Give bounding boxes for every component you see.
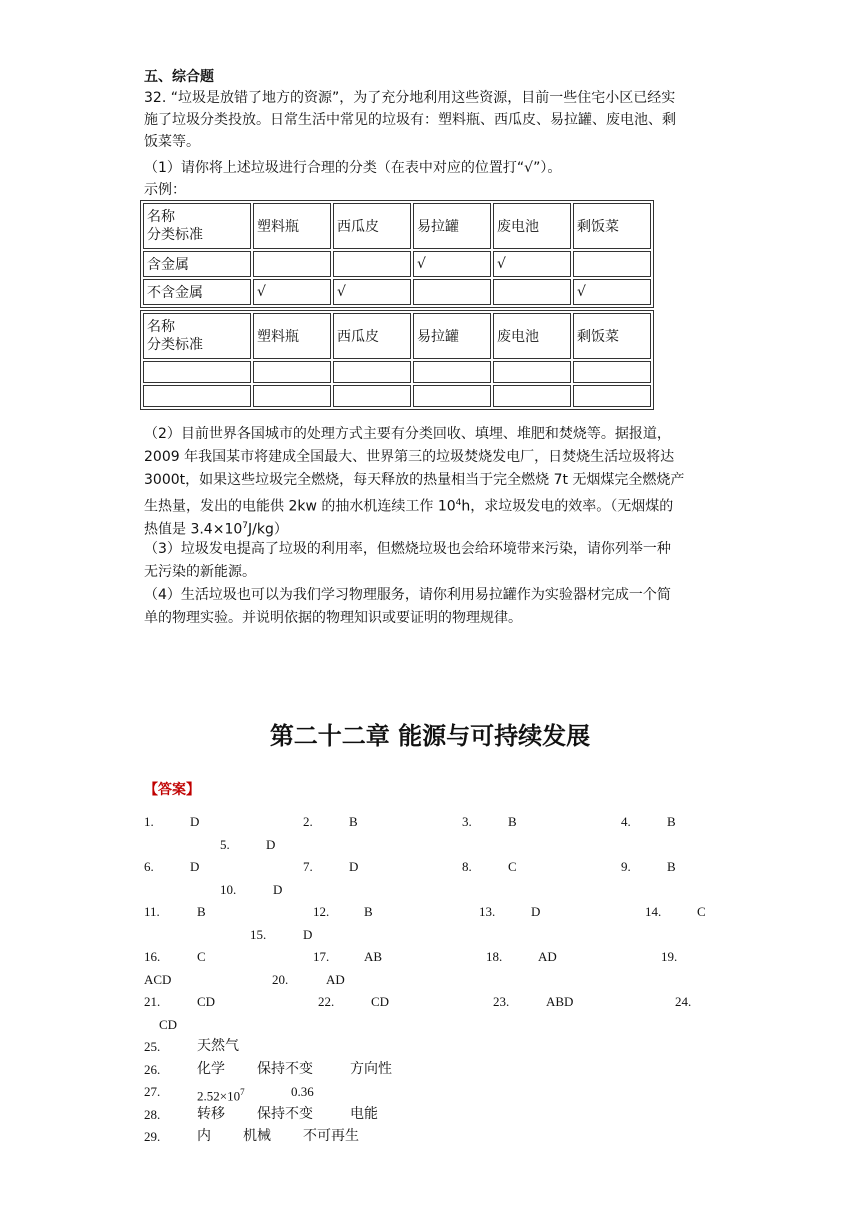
- answer-value: AD: [326, 972, 345, 987]
- table-row: [143, 251, 651, 277]
- answer-number: 17.: [313, 949, 330, 964]
- part3-line-1: （3）垃圾发电提高了垃圾的利用率，但燃烧垃圾也会给环境带来污染，请你列举一种: [144, 541, 671, 557]
- answer-number: 2.: [303, 814, 313, 829]
- row-label: 不含金属: [143, 279, 251, 305]
- header-cell: [143, 313, 251, 359]
- answer-number: 22.: [318, 994, 335, 1009]
- blank-cell: [413, 385, 491, 407]
- answer-number: 6.: [144, 859, 154, 874]
- header-criteria: 分类标准: [147, 227, 203, 243]
- answer-value: CD: [197, 994, 216, 1009]
- question-line-1: 32. “垃圾是放错了地方的资源”，为了充分地利用这些资源，目前一些住宅小区已经实: [144, 90, 676, 106]
- answer-value: D: [531, 904, 541, 919]
- answer-value: 转移: [197, 1107, 225, 1122]
- column-header: 剩饭菜: [573, 313, 651, 359]
- part4-line-2: 单的物理实验。并说明依据的物理知识或要证明的物理规律。: [144, 610, 522, 626]
- answer-value: 不可再生: [303, 1129, 359, 1144]
- column-header: 废电池: [493, 313, 571, 359]
- column-header: 塑料瓶: [253, 313, 331, 359]
- table-cell: √: [573, 279, 651, 305]
- table-cell: √: [413, 251, 491, 277]
- blank-cell: [413, 361, 491, 383]
- table-cell: [253, 251, 331, 277]
- answer-value: 保持不变: [257, 1062, 313, 1077]
- row-label: 含金属: [143, 251, 251, 277]
- part4-line-1: （4）生活垃圾也可以为我们学习物理服务，请你利用易拉罐作为实验器材完成一个简: [144, 587, 671, 603]
- answer-value: AB: [364, 949, 383, 964]
- answer-value: C: [508, 859, 517, 874]
- answer-number: 5.: [220, 837, 230, 852]
- blank-cell: [493, 361, 571, 383]
- column-header: 易拉罐: [413, 203, 491, 249]
- header-name: 名称: [147, 209, 175, 225]
- answer-value: B: [364, 904, 373, 919]
- blank-cell: [253, 361, 331, 383]
- answer-value: D: [190, 859, 200, 874]
- blank-cell: [333, 385, 411, 407]
- answer-value: 天然气: [197, 1039, 239, 1054]
- blank-row: [143, 385, 651, 407]
- answer-value: 电能: [350, 1107, 378, 1122]
- answer-value: D: [303, 927, 313, 942]
- question-line-2: 施了垃圾分类投放。日常生活中常见的垃圾有：塑料瓶、西瓜皮、易拉罐、废电池、剩: [144, 112, 676, 128]
- answer-number: 8.: [462, 859, 472, 874]
- answer-number: 3.: [462, 814, 472, 829]
- answer-value: 方向性: [350, 1062, 392, 1077]
- answer-number: 25.: [144, 1039, 161, 1054]
- answer-value: D: [273, 882, 283, 897]
- answer-value: ACD: [144, 972, 172, 987]
- blank-cell: [143, 385, 251, 407]
- answer-value: B: [197, 904, 206, 919]
- blank-cell: [493, 385, 571, 407]
- answer-table: [140, 310, 654, 410]
- answer-value: C: [697, 904, 706, 919]
- answer-number: 18.: [486, 949, 503, 964]
- answer-value: 内: [197, 1129, 211, 1144]
- column-header: 剩饭菜: [573, 203, 651, 249]
- answer-number: 11.: [144, 904, 160, 919]
- answer-value: D: [266, 837, 276, 852]
- answer-value: 保持不变: [257, 1107, 313, 1122]
- part2-line-2: 2009 年我国某市将建成全国最大、世界第三的垃圾焚烧发电厂，日焚烧生活垃圾将达: [144, 449, 675, 465]
- answer-number: 7.: [303, 859, 313, 874]
- blank-row: [143, 361, 651, 383]
- blank-cell: [573, 385, 651, 407]
- answer-value: B: [508, 814, 517, 829]
- answer-value: D: [190, 814, 200, 829]
- question-line-3: 饭菜等。: [144, 134, 200, 150]
- table-cell: √: [253, 279, 331, 305]
- answer-number: 13.: [479, 904, 496, 919]
- answer-number: 16.: [144, 949, 161, 964]
- example-label: 示例：: [144, 182, 186, 198]
- column-header: 塑料瓶: [253, 203, 331, 249]
- answer-value: CD: [159, 1017, 178, 1032]
- part2-line-3: 3000t，如果这些垃圾完全燃烧，每天释放的热量相当于完全燃烧 7t 无烟煤完全燃烧产: [144, 472, 685, 488]
- answer-number: 10.: [220, 882, 237, 897]
- answer-number: 15.: [250, 927, 267, 942]
- answer-number: 28.: [144, 1107, 161, 1122]
- answer-value: C: [197, 949, 206, 964]
- question-part1: （1）请你将上述垃圾进行合理的分类（在表中对应的位置打“√”）。: [144, 160, 562, 176]
- part2-line-5: 热值是 $3.4\times 10^7J/kg$）: [144, 521, 288, 538]
- answer-number: 24.: [675, 994, 692, 1009]
- answer-number: 21.: [144, 994, 161, 1009]
- answer-value: 化学: [197, 1062, 225, 1077]
- header-name: 名称: [147, 319, 175, 335]
- table-cell: [573, 251, 651, 277]
- part3-line-2: 无污染的新能源。: [144, 564, 256, 580]
- table-cell: [413, 279, 491, 305]
- table-cell: √: [333, 279, 411, 305]
- header-cell: [143, 203, 251, 249]
- table-header-row: [143, 203, 651, 249]
- answer-number: 12.: [313, 904, 330, 919]
- answer-value: $2.52\times 10^7$: [197, 1087, 245, 1104]
- answer-number: 29.: [144, 1129, 161, 1144]
- answer-value: D: [349, 859, 359, 874]
- answer-tag: 【答案】: [144, 782, 200, 798]
- column-header: 易拉罐: [413, 313, 491, 359]
- answer-number: 23.: [493, 994, 510, 1009]
- answer-number: 14.: [645, 904, 662, 919]
- answer-number: 1.: [144, 814, 154, 829]
- section-title: 五、综合题: [144, 69, 214, 85]
- answer-value: 0.36: [291, 1084, 314, 1099]
- answer-value: ABD: [546, 994, 574, 1009]
- answer-number: 20.: [272, 972, 289, 987]
- table-row: [143, 279, 651, 305]
- table-cell: √: [493, 251, 571, 277]
- column-header: 西瓜皮: [333, 203, 411, 249]
- blank-cell: [143, 361, 251, 383]
- part2-line-4: 生热量，发出的电能供 2kw 的抽水机连续工作 $10^4h$，求垃圾发电的效率。（无烟煤的: [144, 498, 674, 515]
- answer-number: 19.: [661, 949, 678, 964]
- table-header-row: [143, 313, 651, 359]
- answer-value: B: [667, 814, 676, 829]
- column-header: 废电池: [493, 203, 571, 249]
- chapter-title: 第二十二章 能源与可持续发展: [269, 722, 591, 750]
- part2-line-1: （2）目前世界各国城市的处理方式主要有分类回收、填埋、堆肥和焚烧等。据报道，: [144, 426, 671, 442]
- answer-value: CD: [371, 994, 390, 1009]
- blank-cell: [573, 361, 651, 383]
- column-header: 西瓜皮: [333, 313, 411, 359]
- answer-value: 机械: [243, 1129, 271, 1144]
- example-table: [140, 200, 654, 308]
- answer-number: 26.: [144, 1062, 161, 1077]
- answer-number: 27.: [144, 1084, 161, 1099]
- answer-value: AD: [538, 949, 557, 964]
- answer-value: B: [349, 814, 358, 829]
- table-cell: [333, 251, 411, 277]
- blank-cell: [333, 361, 411, 383]
- answer-value: B: [667, 859, 676, 874]
- table-cell: [493, 279, 571, 305]
- answer-number: 4.: [621, 814, 631, 829]
- blank-cell: [253, 385, 331, 407]
- answer-number: 9.: [621, 859, 631, 874]
- header-criteria: 分类标准: [147, 337, 203, 353]
